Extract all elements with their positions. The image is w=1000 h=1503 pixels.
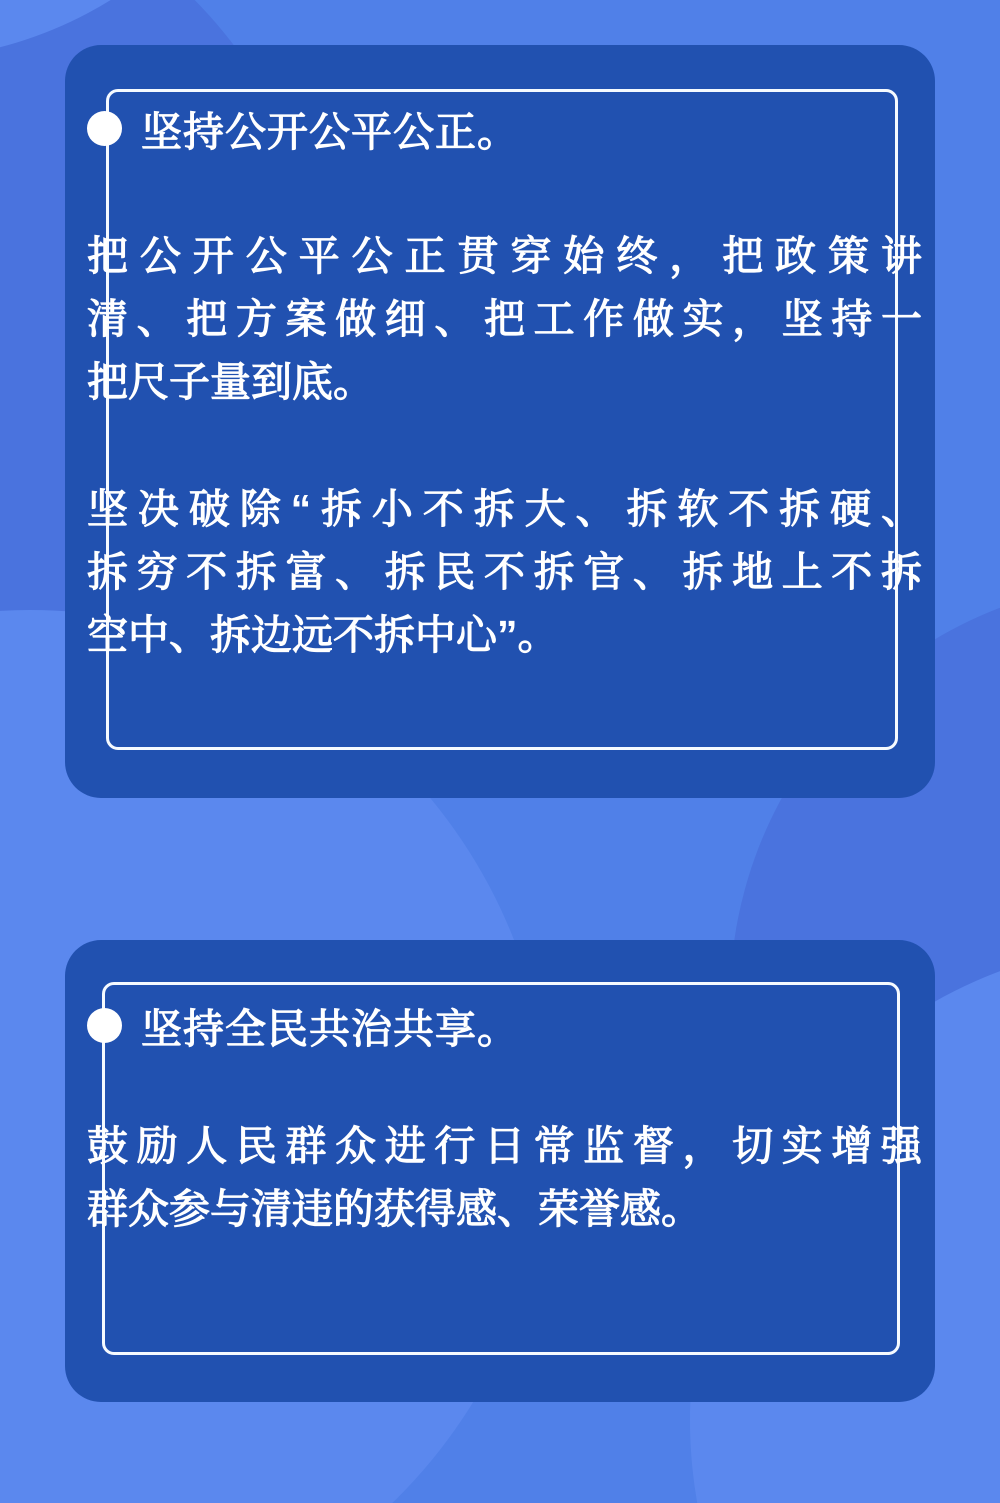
card-title: 坚持全民共治共享。	[141, 1006, 519, 1052]
paragraph-line: 把尺子量到底。	[87, 359, 374, 405]
card-title-row	[87, 994, 922, 1057]
paragraph-line: 群众参与清违的获得感、荣誉感。	[87, 1186, 702, 1232]
paragraph-line: 坚决破除“拆小不拆大、拆软不拆硬、	[87, 486, 922, 532]
paragraph-line: 空中、拆边远不拆中心”。	[87, 612, 559, 658]
card-content	[87, 940, 922, 1402]
card-paragraph	[87, 478, 922, 667]
paragraph-line: 拆穷不拆富、拆民不拆官、拆地上不拆	[87, 549, 922, 595]
card-title: 坚持公开公平公正。	[141, 109, 519, 155]
paragraph-line: 清、把方案做细、把工作做实，坚持一	[87, 296, 922, 342]
card-paragraph	[87, 1115, 922, 1241]
policy-card-2	[65, 940, 935, 1402]
paragraph-line: 把公开公平公正贯穿始终，把政策讲	[87, 233, 922, 279]
policy-card-1	[65, 45, 935, 798]
paragraph-line: 鼓励人民群众进行日常监督，切实增强	[87, 1123, 922, 1169]
card-paragraph	[87, 225, 922, 414]
bullet-icon	[87, 1008, 122, 1043]
card-title-row	[87, 97, 922, 160]
card-content	[87, 45, 922, 798]
bullet-icon	[87, 111, 122, 146]
